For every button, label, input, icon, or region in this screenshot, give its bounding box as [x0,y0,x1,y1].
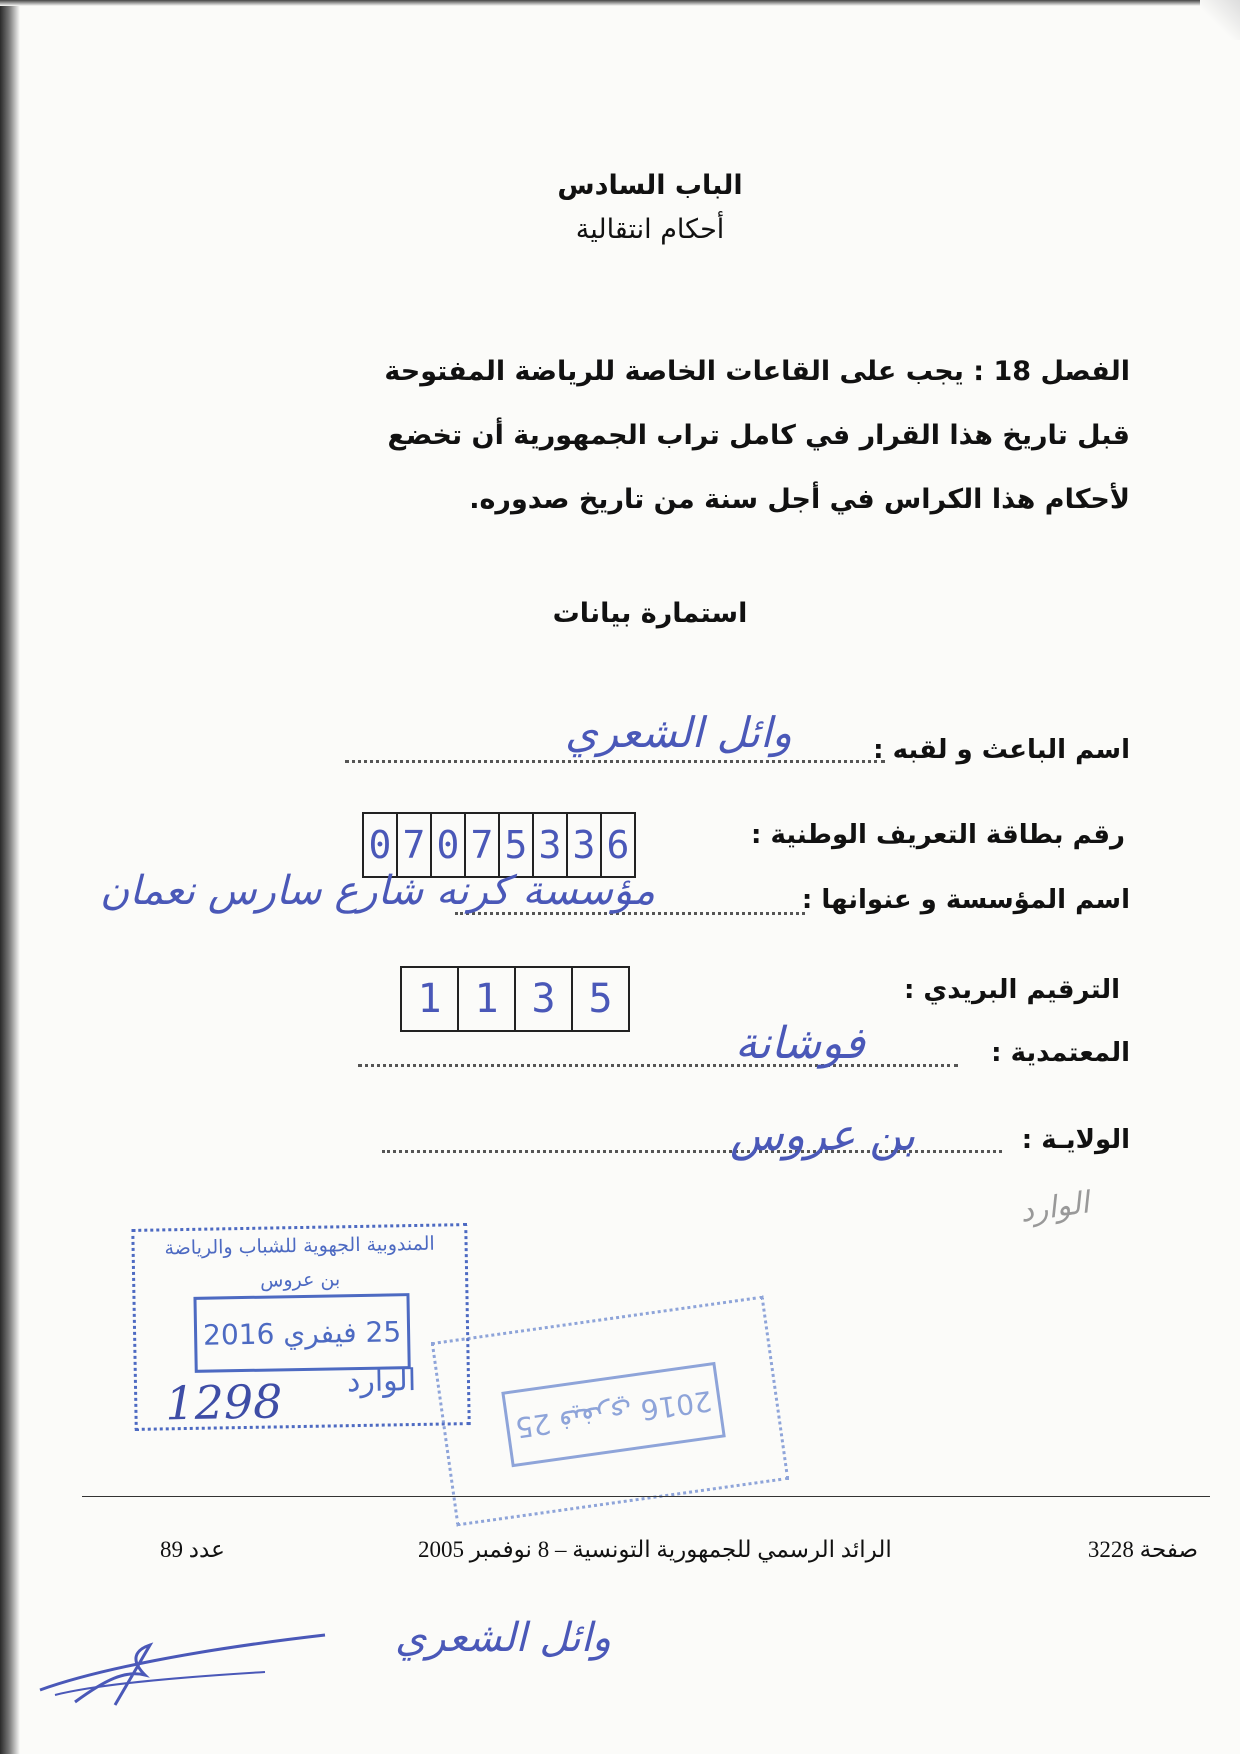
postal-digit: 1 [400,966,459,1032]
stamp-number: 1298 [164,1374,283,1431]
incoming-stamp [131,1223,470,1431]
id-digit: 0 [362,812,398,878]
postal-code-box[interactable] [400,966,630,1032]
footer-journal: الرائد الرسمي للجمهورية التونسية – 8 نوفمبر 2005 [418,1537,892,1562]
stamp-org: المندوبية الجهوية للشباب والرياضة [164,1232,435,1260]
scan-corner [1200,0,1240,40]
governorate-label: الولايـة : [1021,1125,1130,1155]
secondary-stamp-date: 25 فيفري 2016 [501,1362,725,1467]
footer-rule [82,1496,1210,1497]
chapter-title: أحكام انتقالية [575,214,725,245]
postal-digit: 5 [573,966,630,1032]
signature-scribble [35,1620,335,1710]
stamp-city: بن عروس [259,1268,341,1292]
secondary-stamp [431,1296,790,1527]
national-id-label: رقم بطاقة التعريف الوطنية : [751,820,1125,850]
delegation-label: المعتمدية : [991,1038,1130,1068]
id-digit: 7 [398,812,432,878]
institution-label: اسم المؤسسة و عنوانها : [801,885,1130,915]
stamp-date: 25 فيفري 2016 [193,1293,410,1373]
id-digit: 3 [568,812,602,878]
id-digit: 3 [534,812,568,878]
governorate-value[interactable]: بن عروس [730,1110,916,1161]
id-digit: 0 [432,812,466,878]
id-digit: 7 [466,812,500,878]
incoming-annotation: الوارد [1017,1185,1092,1230]
delegation-value[interactable]: فوشانة [735,1018,865,1069]
article-18: الفصل 18 : يجب على القاعات الخاصة للرياضة المفتوحة قبل تاريخ هذا القرار في كامل تراب الجمهورية أن تخضع لأحكام هذا الكراس في أجل سنة من تاريخ صدوره. [384,356,1130,515]
scan-edge-left [0,0,20,1754]
scan-edge-top [0,0,1240,6]
footer-issue: عدد 89 [160,1537,225,1562]
institution-value[interactable]: مؤسسة كرنه شارع سارس نعمان [100,868,656,914]
postal-code-label: الترقيم البريدي : [903,975,1120,1005]
stamp-label: الوارد [346,1363,417,1400]
delegation-dotted-line [358,1064,958,1067]
name-label: اسم الباعث و لقبه : [873,735,1130,765]
postal-digit: 1 [459,966,516,1032]
chapter-heading: الباب السادس [557,170,743,201]
signature-name: وائل الشعري [395,1615,612,1661]
name-value[interactable]: وائل الشعري [565,708,793,757]
form-title: استمارة بيانات [552,598,748,629]
id-digit: 5 [500,812,534,878]
id-digit: 6 [602,812,636,878]
footer-page: صفحة 3228 [1087,1537,1198,1562]
postal-digit: 3 [516,966,573,1032]
name-dotted-line [345,760,885,763]
